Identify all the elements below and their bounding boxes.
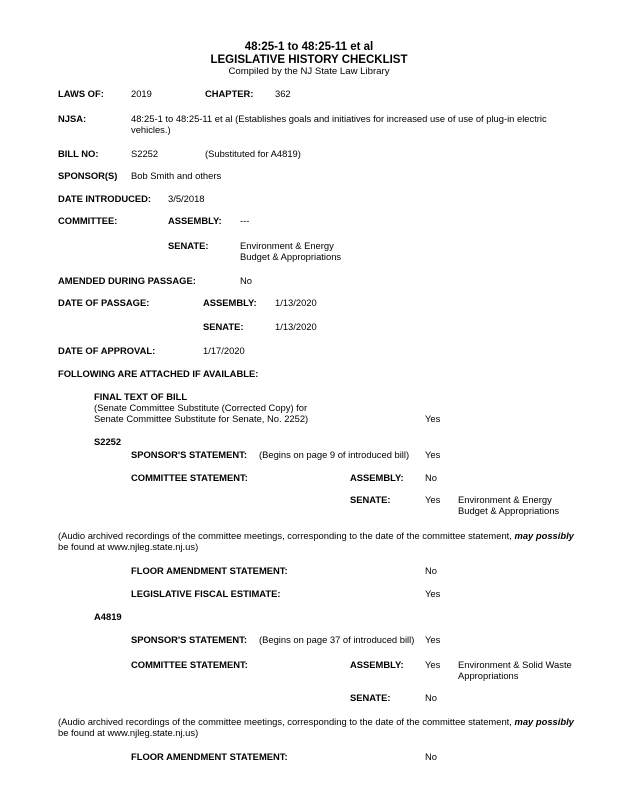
sponsors-value: Bob Smith and others xyxy=(131,170,222,181)
document-subtitle: LEGISLATIVE HISTORY CHECKLIST xyxy=(210,54,408,66)
s2252-senate-value: Yes xyxy=(425,494,441,505)
date-introduced-value: 3/5/2018 xyxy=(168,193,205,204)
s2252-heading: S2252 xyxy=(94,436,122,447)
a4819-assembly-committee-1: Environment & Solid Waste xyxy=(458,659,572,670)
s2252-senate-label: SENATE: xyxy=(350,494,391,505)
audio-note-2-line-1: (Audio archived recordings of the committee meetings, corresponding to the date of the committee statement, may possibly xyxy=(58,716,574,727)
audio-note-1-line-2: be found at www.njleg.state.nj.us) xyxy=(58,541,199,552)
a4819-floor-value: No xyxy=(425,751,437,762)
laws-of-value: 2019 xyxy=(131,88,152,99)
s2252-assembly-label: ASSEMBLY: xyxy=(350,472,404,483)
s2252-sponsor-stmt-value: Yes xyxy=(425,449,441,460)
audio-note-1-line-1: (Audio archived recordings of the committee meetings, corresponding to the date of the committee statement, may possibly xyxy=(58,530,574,541)
committee-senate-line-2: Budget & Appropriations xyxy=(240,251,342,262)
a4819-heading: A4819 xyxy=(94,611,122,622)
date-of-approval-label: DATE OF APPROVAL: xyxy=(58,345,156,356)
a4819-floor-label: FLOOR AMENDMENT STATEMENT: xyxy=(131,751,288,762)
date-of-approval-value: 1/17/2020 xyxy=(203,345,245,356)
date-introduced-label: DATE INTRODUCED: xyxy=(58,193,152,204)
a4819-committee-stmt-label: COMMITTEE STATEMENT: xyxy=(131,659,248,670)
attached-heading: FOLLOWING ARE ATTACHED IF AVAILABLE: xyxy=(58,368,259,379)
audio-note-2-line-2: be found at www.njleg.state.nj.us) xyxy=(58,727,199,738)
a4819-senate-value: No xyxy=(425,692,437,703)
passage-senate-value: 1/13/2020 xyxy=(275,321,317,332)
bill-no-label: BILL NO: xyxy=(58,148,99,159)
a4819-assembly-value: Yes xyxy=(425,659,441,670)
a4819-sponsor-stmt-value: Yes xyxy=(425,634,441,645)
njsa-label: NJSA: xyxy=(58,113,87,124)
final-text-label: FINAL TEXT OF BILL xyxy=(94,391,188,402)
final-text-line-1: (Senate Committee Substitute (Corrected Copy) for xyxy=(94,402,308,413)
s2252-assembly-value: No xyxy=(425,472,437,483)
committee-assembly-value: --- xyxy=(240,215,250,226)
njsa-line-2: vehicles.) xyxy=(131,124,171,135)
s2252-senate-committee-2: Budget & Appropriations xyxy=(458,505,560,516)
committee-senate-line-1: Environment & Energy xyxy=(240,240,334,251)
passage-assembly-label: ASSEMBLY: xyxy=(203,297,257,308)
a4819-senate-label: SENATE: xyxy=(350,692,391,703)
laws-of-label: LAWS OF: xyxy=(58,88,104,99)
a4819-sponsor-stmt-label: SPONSOR'S STATEMENT: xyxy=(131,634,247,645)
njsa-line-1: 48:25-1 to 48:25-11 et al (Establishes goals and initiatives for increased use of use of plug-in electric xyxy=(131,113,547,124)
document-title: 48:25-1 to 48:25-11 et al xyxy=(244,41,374,53)
bill-no-note: (Substituted for A4819) xyxy=(205,148,301,159)
s2252-senate-committee-1: Environment & Energy xyxy=(458,494,552,505)
chapter-label: CHAPTER: xyxy=(205,88,254,99)
final-text-line-2: Senate Committee Substitute for Senate, No. 2252) xyxy=(94,413,309,424)
date-of-passage-label: DATE OF PASSAGE: xyxy=(58,297,150,308)
passage-senate-label: SENATE: xyxy=(203,321,244,332)
s2252-sponsor-stmt-label: SPONSOR'S STATEMENT: xyxy=(131,449,247,460)
s2252-committee-stmt-label: COMMITTEE STATEMENT: xyxy=(131,472,248,483)
committee-senate-label: SENATE: xyxy=(168,240,209,251)
sponsors-label: SPONSOR(S) xyxy=(58,170,118,181)
final-text-value: Yes xyxy=(425,413,441,424)
compiled-by: Compiled by the NJ State Law Library xyxy=(228,66,390,77)
s2252-floor-value: No xyxy=(425,565,437,576)
chapter-value: 362 xyxy=(275,88,291,99)
passage-assembly-value: 1/13/2020 xyxy=(275,297,317,308)
s2252-fiscal-label: LEGISLATIVE FISCAL ESTIMATE: xyxy=(131,588,281,599)
a4819-assembly-label: ASSEMBLY: xyxy=(350,659,404,670)
a4819-assembly-committee-2: Appropriations xyxy=(458,670,519,681)
bill-no-value: S2252 xyxy=(131,148,159,159)
amended-value: No xyxy=(240,275,252,286)
a4819-sponsor-stmt-note: (Begins on page 37 of introduced bill) xyxy=(259,634,415,645)
s2252-floor-label: FLOOR AMENDMENT STATEMENT: xyxy=(131,565,288,576)
s2252-fiscal-value: Yes xyxy=(425,588,441,599)
s2252-sponsor-stmt-note: (Begins on page 9 of introduced bill) xyxy=(259,449,410,460)
amended-label: AMENDED DURING PASSAGE: xyxy=(58,275,196,286)
committee-assembly-label: ASSEMBLY: xyxy=(168,215,222,226)
committee-label: COMMITTEE: xyxy=(58,215,118,226)
